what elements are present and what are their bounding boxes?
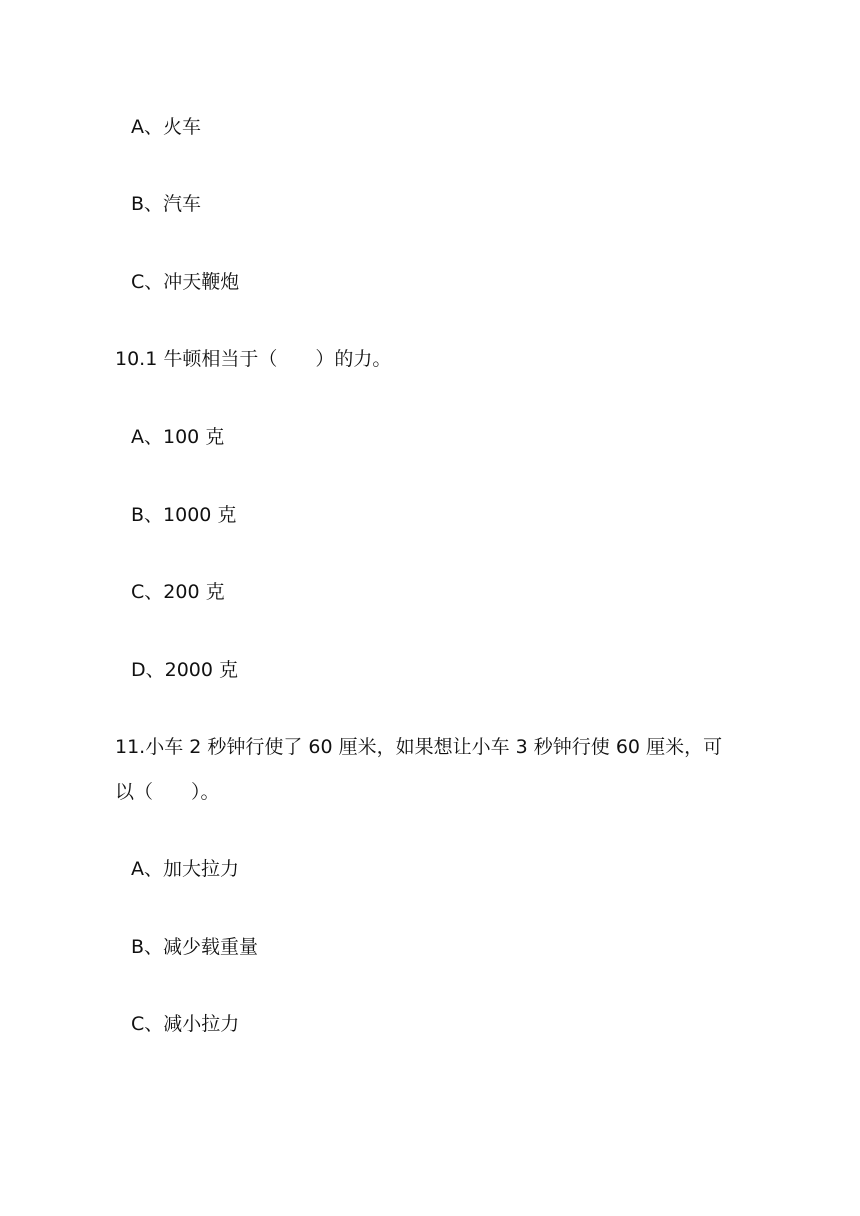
question-11-line-2: 以（ ）。 — [115, 781, 220, 803]
q10-option-a: A、100 克 — [131, 426, 225, 448]
question-11-line-1: 11.小车 2 秒钟行使了 60 厘米，如果想让小车 3 秒钟行使 60 厘米，可 — [115, 736, 723, 758]
question-10: 10.1 牛顿相当于（ ）的力。 — [115, 348, 392, 370]
q10-option-b: B、1000 克 — [131, 504, 237, 526]
option-b-car: B、汽车 — [131, 193, 202, 215]
q11-option-c: C、减小拉力 — [131, 1013, 240, 1035]
option-c-firecracker: C、冲天鞭炮 — [131, 271, 240, 293]
q11-option-a: A、加大拉力 — [131, 858, 239, 880]
option-a-train: A、火车 — [131, 116, 201, 138]
q10-option-c: C、200 克 — [131, 581, 225, 603]
q10-option-d: D、2000 克 — [131, 659, 239, 681]
q11-option-b: B、减少载重量 — [131, 936, 259, 958]
